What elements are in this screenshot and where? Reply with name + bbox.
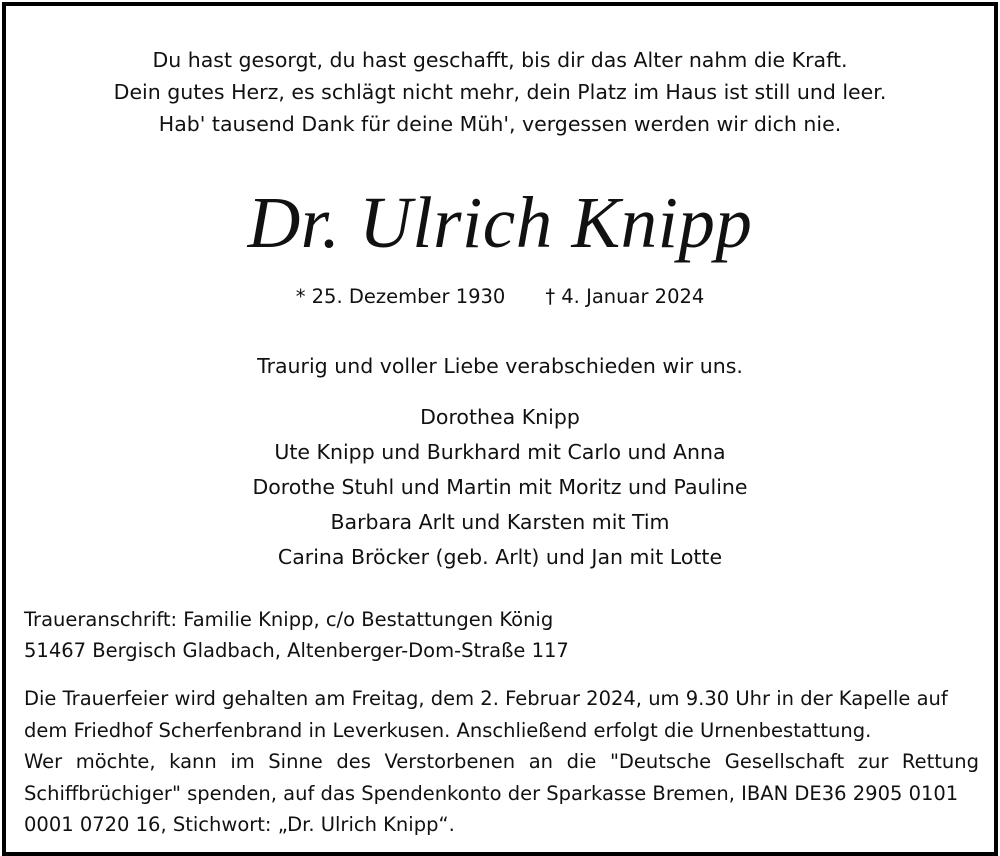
service-line: dem Friedhof Scherfenbrand in Leverkusen. Anschließend erfolgt die Urnenbestattung. <box>24 718 872 742</box>
poem-line: Hab' tausend Dank für deine Müh', vergessen werden wir dich nie. <box>158 112 842 136</box>
poem <box>0 44 1000 140</box>
poem-line: Du hast gesorgt, du hast geschafft, bis dir das Alter nahm die Kraft. <box>152 48 848 72</box>
service-line: 0001 0720 16, Stichwort: „Dr. Ulrich Knipp“. <box>24 813 455 836</box>
family-list <box>0 400 1000 575</box>
family-member: Carina Bröcker (geb. Arlt) und Jan mit Lotte <box>277 545 723 569</box>
service-line: Die Trauerfeier wird gehalten am Freitag, dem 2. Februar 2024, um 9.30 Uhr in der Kapelle auf <box>24 687 948 710</box>
service-line: Wer möchte, kann im Sinne des Verstorbenen an die "Deutsche Gesellschaft zur Rettung <box>24 750 979 773</box>
poem-line: Dein gutes Herz, es schlägt nicht mehr, dein Platz im Haus ist still und leer. <box>113 80 887 104</box>
family-member: Dorothe Stuhl und Martin mit Moritz und Pauline <box>252 475 748 499</box>
death-date: † 4. Januar 2024 <box>545 285 705 308</box>
family-member: Dorothea Knipp <box>420 405 580 429</box>
service-line: Schiffbrüchiger" spenden, auf das Spendenkonto der Sparkasse Bremen, IBAN DE36 2905 0101 <box>24 781 959 805</box>
farewell-text: Traurig und voller Liebe verabschieden wir uns. <box>257 354 743 378</box>
address-line: 51467 Bergisch Gladbach, Altenberger-Dom-Straße 117 <box>24 639 569 662</box>
service-details <box>24 683 979 841</box>
birth-date: * 25. Dezember 1930 <box>295 285 506 308</box>
mourning-address <box>24 604 974 666</box>
family-member: Barbara Arlt und Karsten mit Tim <box>330 510 670 534</box>
family-member: Ute Knipp und Burkhard mit Carlo und Anna <box>274 440 726 464</box>
address-line: Traueranschrift: Familie Knipp, c/o Bestattungen König <box>24 608 554 631</box>
deceased-name: Dr. Ulrich Knipp <box>247 182 753 263</box>
life-dates <box>0 282 1000 312</box>
